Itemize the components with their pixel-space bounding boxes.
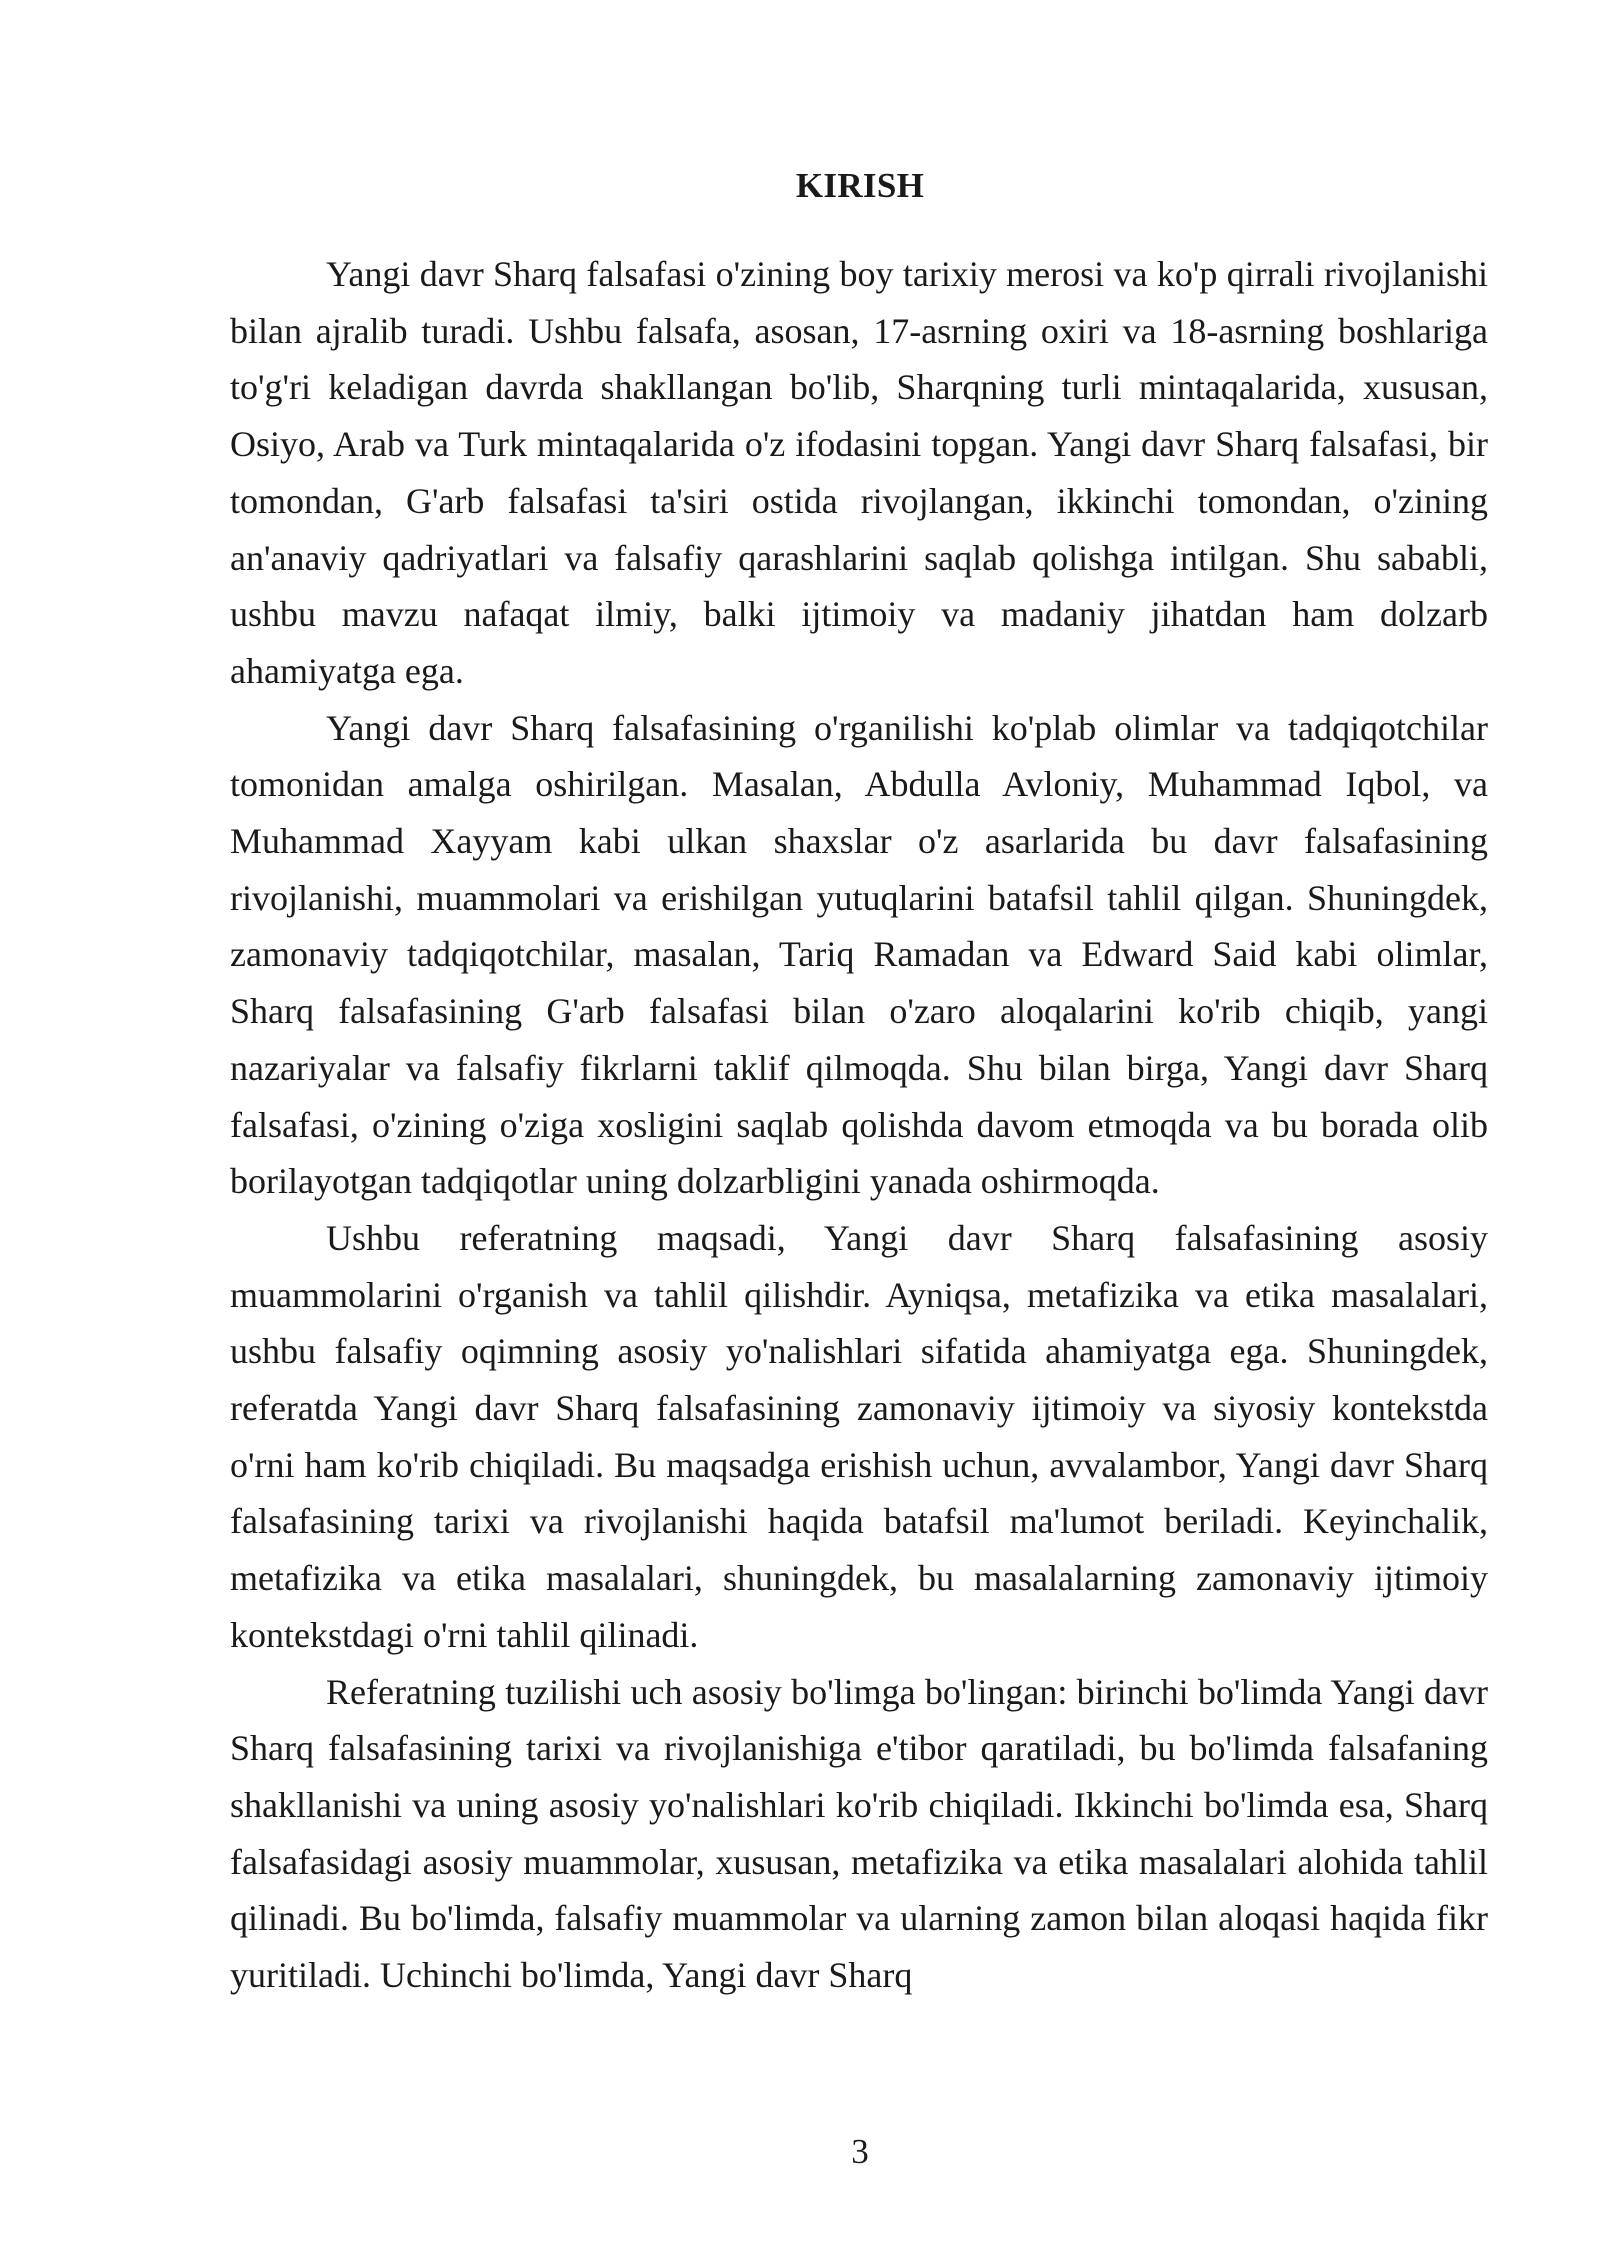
section-title: KIRISH	[795, 166, 925, 205]
paragraph-2: Yangi davr Sharq falsafasining o'rganilishi ko'plab olimlar va tadqiqotchilar tomonidan amalga oshirilgan. Masalan, Abdulla Avloniy, Muhammad Iqbol, va Muhammad Xayyam kabi ulkan shaxslar o'z asarlarida bu davr falsafasining rivojlanishi, muammolari va erishilgan yutuqlarini batafsil tahlil qilgan. Shuningdek, zamonaviy tadqiqotchilar, masalan, Tariq Ramadan va Edward Said kabi olimlar, Sharq falsafasining G'arb falsafasi bilan o'zaro aloqalarini ko'rib chiqib, yangi nazariyalar va falsafiy fikrlarni taklif qilmoqda. Shu bilan birga, Yangi davr Sharq falsafasi, o'zining o'ziga xosligini saqlab qolishda davom etmoqda va bu borada olib borilayotgan tadqiqotlar uning dolzarbligini yanada oshirmoqda.	[230, 707, 1488, 1202]
paragraph-4: Referatning tuzilishi uch asosiy bo'limga bo'lingan: birinchi bo'limda Yangi davr Sharq falsafasining tarixi va rivojlanishiga e'tibor qaratiladi, bu bo'limda falsafaning shakllanishi va uning asosiy yo'nalishlari ko'rib chiqiladi. Ikkinchi bo'limda esa, Sharq falsafasidagi asosiy muammolar, xususan, metafizika va etika masalalari alohida tahlil qilinadi. Bu bo'limda, falsafiy muammolar va ularning zamon bilan aloqasi haqida fikr yuritiladi. Uchinchi bo'limda, Yangi davr Sharq	[230, 1671, 1488, 1996]
body-text	[230, 246, 1488, 2004]
page-number: 3	[851, 2132, 869, 2171]
paragraph-1: Yangi davr Sharq falsafasi o'zining boy tarixiy merosi va ko'p qirrali rivojlanishi bilan ajralib turadi. Ushbu falsafa, asosan, 17-asrning oxiri va 18-asrning boshlariga to'g'ri keladigan davrda shakllangan bo'lib, Sharqning turli mintaqalarida, xususan, Osiyo, Arab va Turk mintaqalarida o'z ifodasini topgan. Yangi davr Sharq falsafasi, bir tomondan, G'arb falsafasi ta'siri ostida rivojlangan, ikkinchi tomondan, o'zining an'anaviy qadriyatlari va falsafiy qarashlarini saqlab qolishga intilgan. Shu sababli, ushbu mavzu nafaqat ilmiy, balki ijtimoiy va madaniy jihatdan ham dolzarb ahamiyatga ega.	[230, 254, 1488, 691]
paragraph-3: Ushbu referatning maqsadi, Yangi davr Sharq falsafasining asosiy muammolarini o'rganish va tahlil qilishdir. Ayniqsa, metafizika va etika masalalari, ushbu falsafiy oqimning asosiy yo'nalishlari sifatida ahamiyatga ega. Shuningdek, referatda Yangi davr Sharq falsafasining zamonaviy ijtimoiy va siyosiy kontekstda o'rni ham ko'rib chiqiladi. Bu maqsadga erishish uchun, avvalambor, Yangi davr Sharq falsafasining tarixi va rivojlanishi haqida batafsil ma'lumot beriladi. Keyinchalik, metafizika va etika masalalari, shuningdek, bu masalalarning zamonaviy ijtimoiy kontekstdagi o'rni tahlil qilinadi.	[230, 1217, 1488, 1655]
